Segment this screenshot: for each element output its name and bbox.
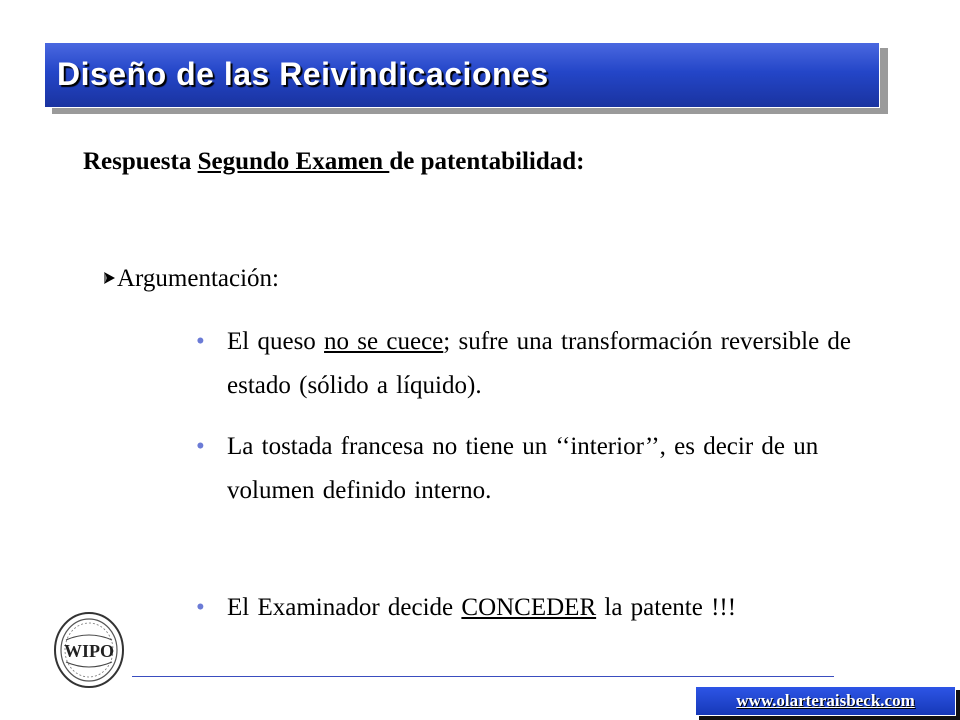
footer-rule: [132, 676, 834, 677]
section-label: Argumentación:: [117, 265, 279, 292]
subtitle-suffix: de patentabilidad:: [389, 148, 585, 175]
bullet-item: [196, 320, 896, 408]
bullet-dot-icon: •: [196, 328, 205, 355]
bullet-item: [196, 425, 896, 513]
bullet-item: [196, 586, 896, 630]
wipo-logo-icon: [52, 610, 126, 690]
slide-title: Diseño de las Reivindicaciones: [57, 56, 549, 92]
footer-url-box[interactable]: [695, 686, 956, 716]
section-heading: [103, 265, 279, 293]
bullet-dot-icon: •: [196, 433, 205, 460]
slide-subtitle: [83, 148, 585, 176]
subtitle-prefix: Respuesta: [83, 148, 198, 175]
subtitle-underlined: Segundo Examen: [197, 148, 390, 175]
arrow-bullet-icon: [103, 265, 117, 293]
bullet-text: El Examinador decide CONCEDER la patente !!!: [227, 594, 737, 621]
bullet-text: La tostada francesa no tiene un ‘‘interior’’, es decir de un volumen definido interno.: [227, 433, 819, 504]
bullet-dot-icon: •: [196, 594, 205, 621]
bullet-text: El queso no se cuece; sufre una transformación reversible de estado (sólido a líquido).: [227, 328, 852, 399]
footer-url-link[interactable]: www.olarteraisbeck.com: [736, 691, 915, 710]
title-bar: [44, 42, 880, 108]
svg-text:WIPO: WIPO: [63, 641, 115, 661]
